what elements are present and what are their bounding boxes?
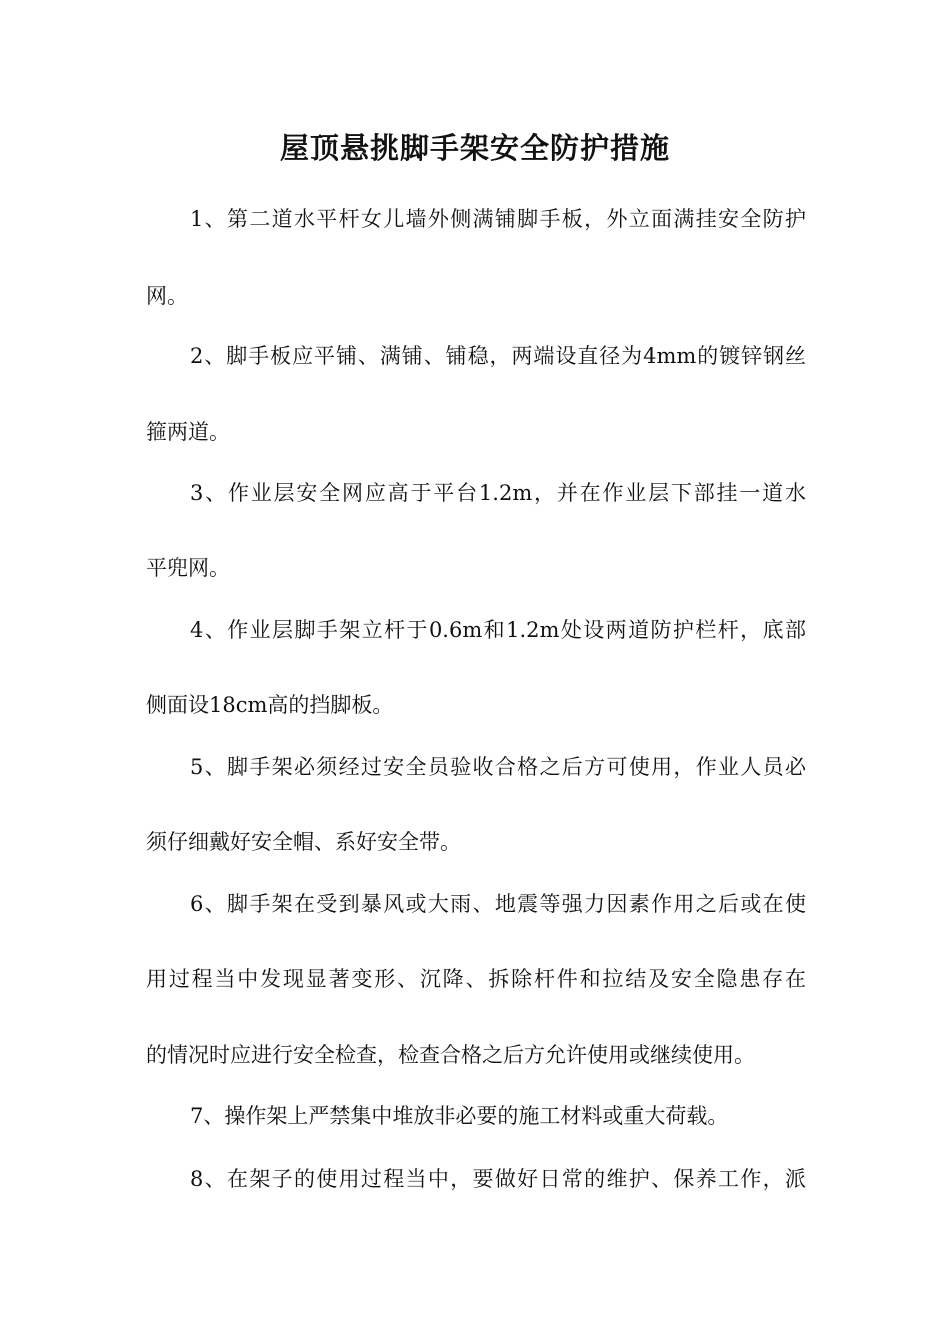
paragraph-3-line-2: 平兜网。: [146, 556, 230, 580]
paragraph-3-line-1: 3、作业层安全网应高于平台1.2m，并在作业层下部挂一道水: [190, 481, 806, 505]
paragraph-6-line-1: 6、脚手架在受到暴风或大雨、地震等强力因素作用之后或在使: [190, 892, 806, 916]
paragraph-1-line-1: 1、第二道水平杆女儿墙外侧满铺脚手板，外立面满挂安全防护: [190, 207, 806, 231]
paragraph-5-line-1: 5、脚手架必须经过安全员验收合格之后方可使用，作业人员必: [190, 755, 806, 779]
paragraph-1-line-2: 网。: [146, 284, 188, 308]
paragraph-2-line-1: 2、脚手板应平铺、满铺、铺稳，两端设直径为4mm的镀锌钢丝: [190, 344, 806, 368]
paragraph-7-line-1: 7、操作架上严禁集中堆放非必要的施工材料或重大荷载。: [190, 1104, 729, 1128]
document-title: 屋顶悬挑脚手架安全防护措施: [279, 131, 670, 165]
paragraph-2-line-2: 箍两道。: [146, 420, 230, 444]
paragraph-4-line-1: 4、作业层脚手架立杆于0.6m和1.2m处设两道防护栏杆，底部: [190, 618, 806, 642]
paragraph-4-line-2: 侧面设18cm高的挡脚板。: [146, 693, 394, 717]
paragraph-6-line-3: 的情况时应进行安全检查，检查合格之后方允许使用或继续使用。: [146, 1043, 755, 1067]
paragraph-5-line-2: 须仔细戴好安全帽、系好安全带。: [146, 830, 461, 854]
paragraph-8-line-1: 8、在架子的使用过程当中，要做好日常的维护、保养工作，派: [190, 1167, 806, 1191]
paragraph-6-line-2: 用过程当中发现显著变形、沉降、拆除杆件和拉结及安全隐患存在: [146, 967, 806, 991]
